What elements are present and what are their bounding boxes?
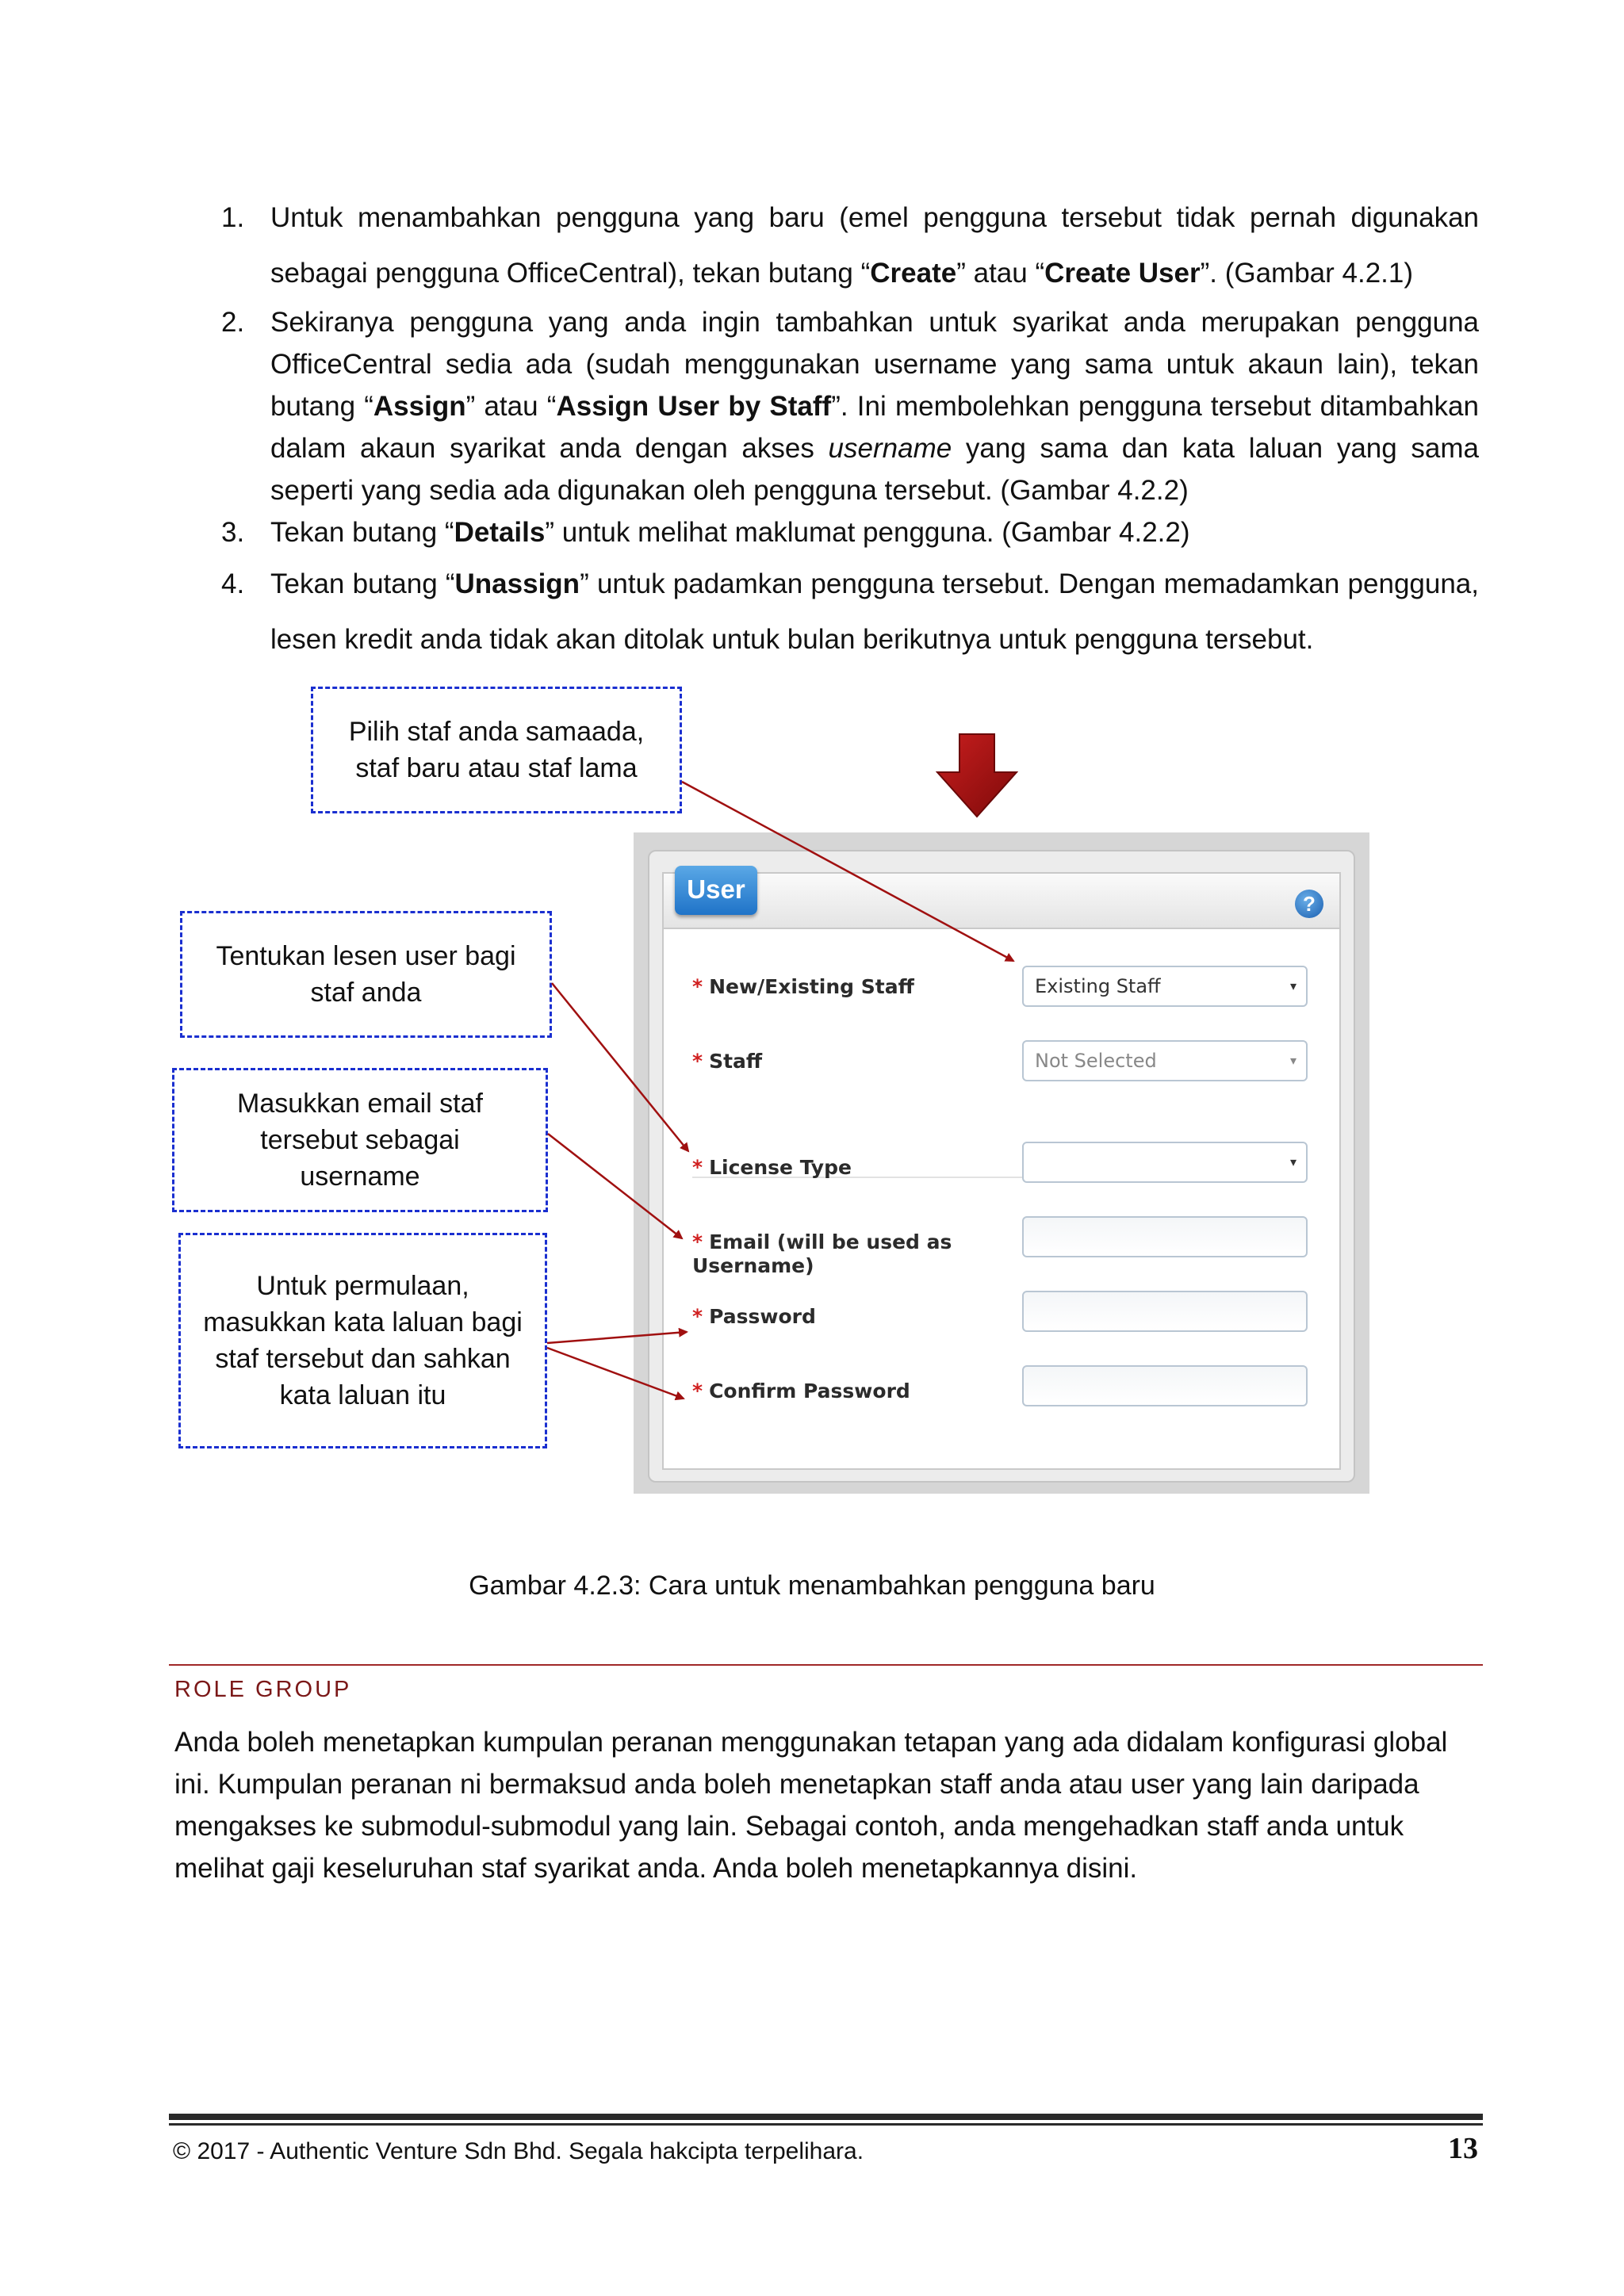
assign-user-by-staff-term: Assign User by Staff xyxy=(556,391,832,422)
list-number: 4. xyxy=(221,568,245,599)
page-number: 13 xyxy=(1448,2132,1478,2165)
assign-term: Assign xyxy=(373,391,466,422)
unassign-term: Unassign xyxy=(454,568,580,599)
list-item: 2. Sekiranya pengguna yang anda ingin tambahkan untuk syarikat anda merupakan pengguna OfficeCentral sedia ada (sudah menggunakan username yang sama untuk akaun lain), tekan butang “Assign” atau “Assign User by Staff”. Ini membolehkan pengguna tersebut ditambahkan dalam akaun syarikat anda dengan akses username yang sama dan kata laluan yang sama seperti yang sedia ada digunakan oleh pengguna tersebut. (Gambar 4.2.2) xyxy=(216,301,1479,511)
help-icon[interactable]: ? xyxy=(1295,890,1323,918)
section-divider xyxy=(169,1664,1483,1666)
user-form-screenshot xyxy=(634,832,1369,1494)
password-label: * Password xyxy=(692,1305,816,1328)
list-number: 2. xyxy=(221,307,245,338)
required-mark: * xyxy=(692,1380,703,1402)
list-number: 1. xyxy=(221,202,245,233)
chevron-down-icon: ▾ xyxy=(1289,1154,1297,1169)
details-term: Details xyxy=(454,517,546,548)
footer-rule xyxy=(169,2123,1483,2126)
section-paragraph: Anda boleh menetapkan kumpulan peranan menggunakan tetapan yang ada didalam konfigurasi global ini. Kumpulan peranan ni bermaksud anda boleh menetapkan staff anda atau user yang lain daripada mengakses ke submodul-submodul yang lain. Sebagai contoh, anda mengehadkan staff anda untuk melihat gaji keseluruhan staf syarikat anda. Anda boleh menetapkannya disini. xyxy=(174,1727,1448,1884)
panel-header xyxy=(662,872,1341,929)
callout-select-staff: Pilih staf anda samaada, staf baru atau staf lama xyxy=(311,687,682,813)
list-number: 3. xyxy=(221,517,245,548)
copyright-notice: © 2017 - Authentic Venture Sdn Bhd. Segala hakcipta terpelihara. xyxy=(173,2138,864,2164)
required-mark: * xyxy=(692,1230,703,1253)
create-term: Create xyxy=(870,258,957,289)
confirm-password-label: * Confirm Password xyxy=(692,1380,910,1402)
password-field[interactable] xyxy=(1022,1291,1308,1332)
create-user-term: Create User xyxy=(1044,258,1201,289)
username-term: username xyxy=(828,433,952,464)
staff-label: * Staff xyxy=(692,1050,763,1073)
new-existing-staff-select[interactable]: Existing Staff ▾ xyxy=(1022,966,1308,1007)
email-field[interactable] xyxy=(1022,1216,1308,1257)
callout-email: Masukkan email staf tersebut sebagai username xyxy=(172,1068,548,1212)
instruction-list xyxy=(216,190,1479,668)
chevron-down-icon: ▾ xyxy=(1289,1053,1297,1068)
list-item: 1. Untuk menambahkan pengguna yang baru (emel pengguna tersebut tidak pernah digunakan sebagai pengguna OfficeCentral), tekan butang “Create” atau “Create User”. (Gambar 4.2.1) xyxy=(216,190,1479,301)
new-existing-staff-label: * New/Existing Staff xyxy=(692,975,914,998)
required-mark: * xyxy=(692,1050,703,1073)
required-mark: * xyxy=(692,975,703,998)
user-tab[interactable]: User xyxy=(675,866,757,915)
down-arrow-icon xyxy=(936,733,1018,818)
footer-rule xyxy=(169,2114,1483,2120)
required-mark: * xyxy=(692,1305,703,1328)
list-item: 3. Tekan butang “Details” untuk melihat maklumat pengguna. (Gambar 4.2.2) xyxy=(216,511,1479,553)
chevron-down-icon: ▾ xyxy=(1289,978,1297,993)
list-item: 4. Tekan butang “Unassign” untuk padamkan pengguna tersebut. Dengan memadamkan pengguna, lesen kredit anda tidak akan ditolak untuk bulan berikutnya untuk pengguna tersebut. xyxy=(216,557,1479,668)
email-label: * Email (will be used as Username) xyxy=(692,1230,952,1277)
callout-license: Tentukan lesen user bagi staf anda xyxy=(180,911,552,1038)
license-type-select[interactable] xyxy=(1022,1142,1308,1183)
staff-select[interactable]: Not Selected ▾ xyxy=(1022,1040,1308,1081)
license-type-label: * License Type xyxy=(692,1156,852,1179)
callout-password: Untuk permulaan, masukkan kata laluan bagi staf tersebut dan sahkan kata laluan itu xyxy=(178,1233,547,1448)
user-form xyxy=(662,929,1341,1470)
confirm-password-field[interactable] xyxy=(1022,1365,1308,1406)
section-title: ROLE GROUP xyxy=(174,1677,352,1702)
user-panel xyxy=(648,850,1355,1483)
figure-caption: Gambar 4.2.3: Cara untuk menambahkan pengguna baru xyxy=(469,1571,1155,1601)
required-mark: * xyxy=(692,1156,703,1179)
